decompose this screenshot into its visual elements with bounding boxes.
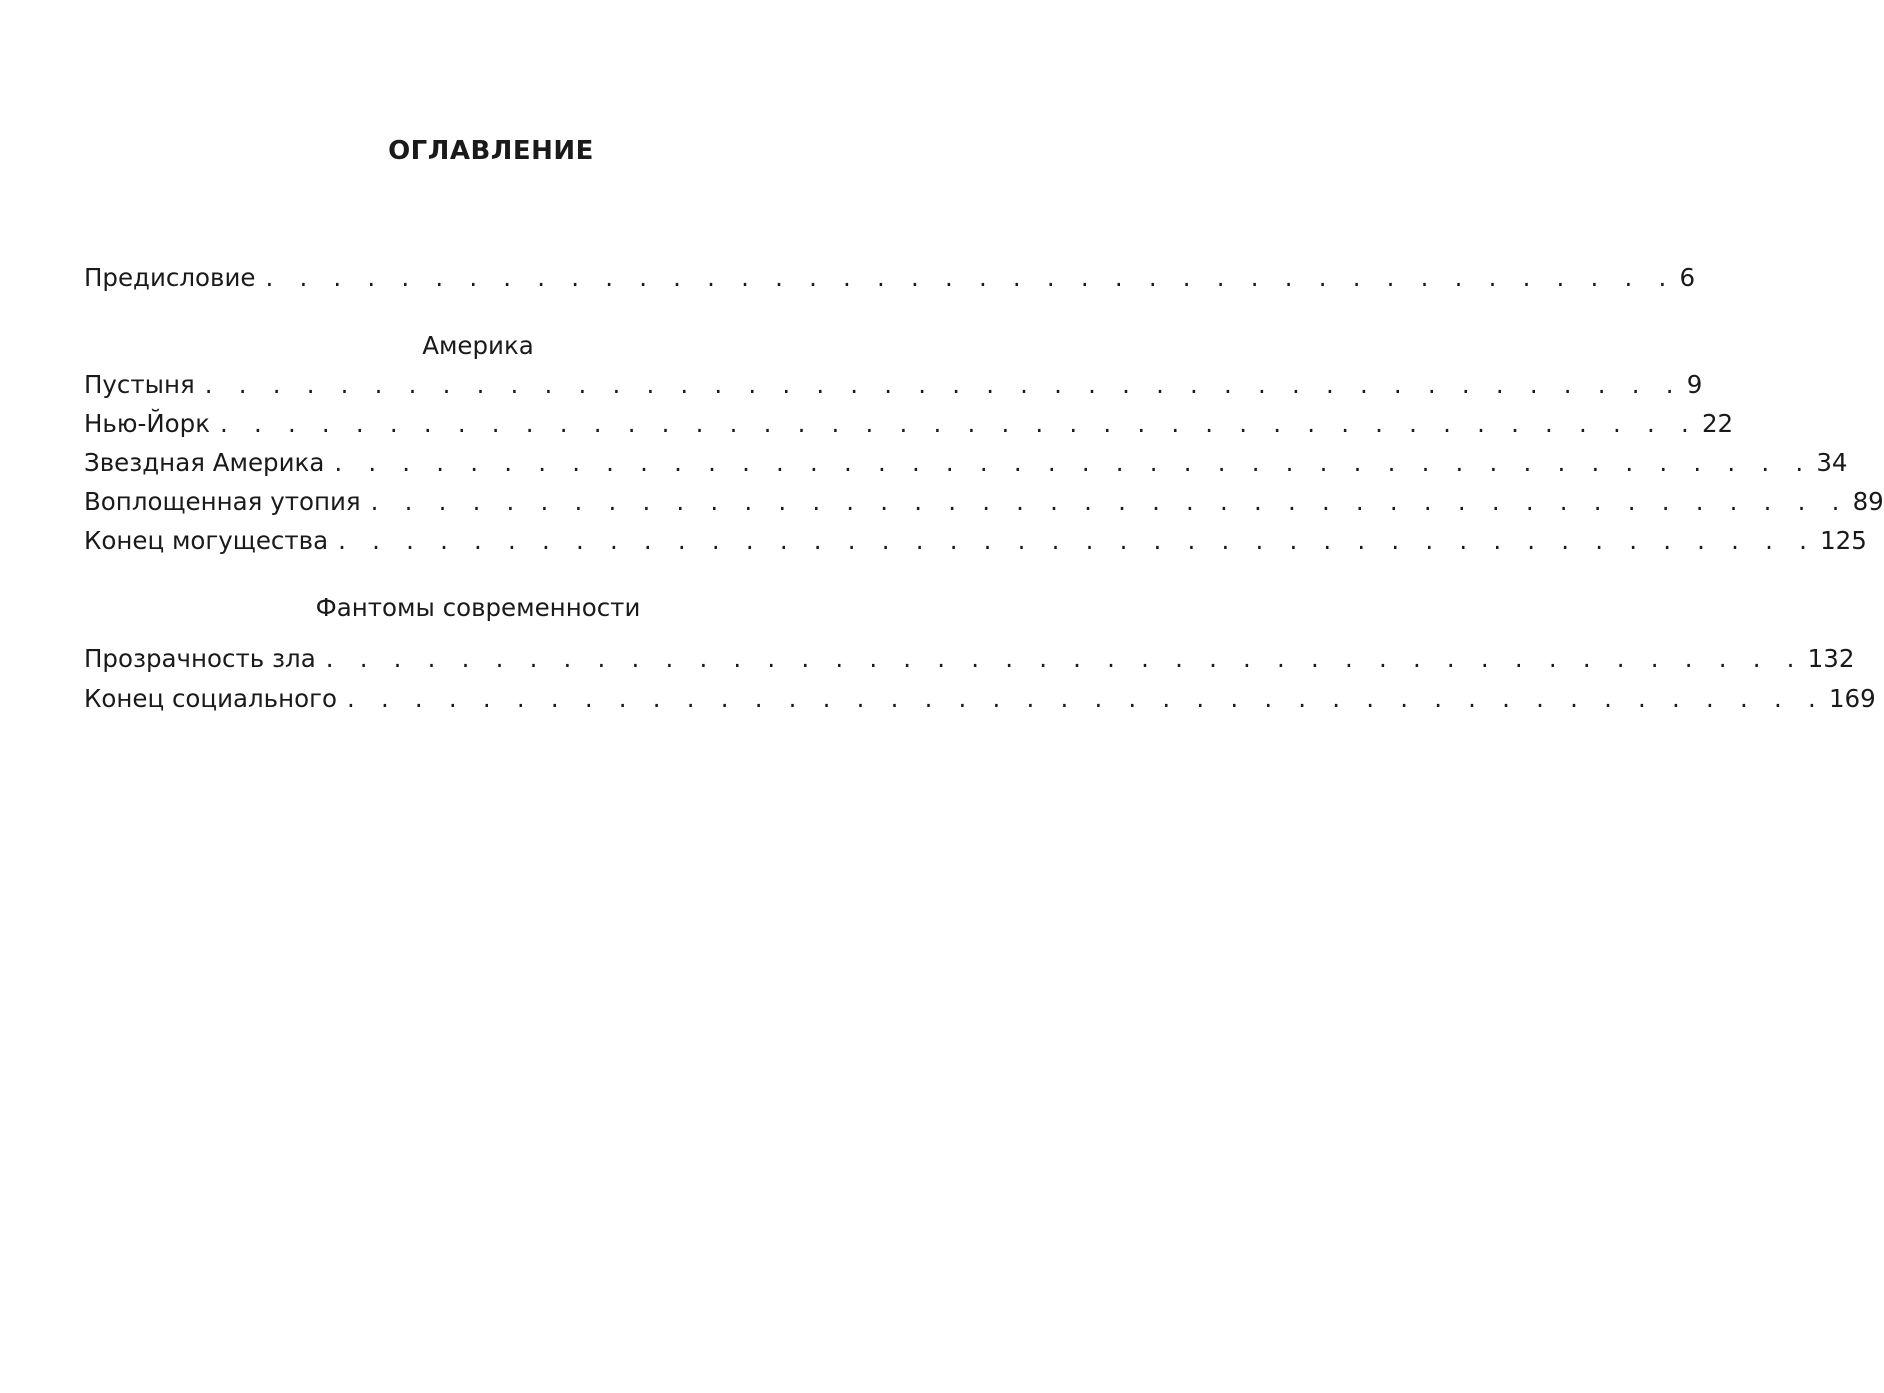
toc-entry-label: Воплощенная утопия <box>84 487 361 516</box>
toc-entry-page: 169 <box>1828 684 1876 713</box>
toc-entry-label: Пустыня <box>84 370 195 399</box>
toc-entry-page: 34 <box>1816 448 1848 477</box>
dot-leader: . . . . . . . . . . . . . . . . . . . . . . . . . . . . . . . . . . . . . . . . . . <box>265 263 1676 292</box>
dot-leader: . . . . . . . . . . . . . . . . . . . . . . . . . . . . . . . . . . . . . . . . . . . . <box>220 409 1698 438</box>
table-of-contents <box>84 258 1884 719</box>
toc-entry-preface[interactable] <box>84 258 1696 297</box>
toc-entry-label: Прозрачность зла <box>84 644 316 673</box>
toc-entry-page: 132 <box>1807 644 1855 673</box>
dot-leader: . . . . . . . . . . . . . . . . . . . . . . . . . . . . . . . . . . . . . . . . . . . . <box>334 448 1813 477</box>
toc-entry[interactable] <box>84 639 1855 678</box>
toc-entry-label: Нью-Йорк <box>84 409 210 438</box>
dot-leader: . . . . . . . . . . . . . . . . . . . . . . . . . . . . . . . . . . . . . . . . . . . . <box>204 370 1683 399</box>
toc-entry-page: 9 <box>1686 370 1703 399</box>
section-heading-america: Америка <box>422 331 534 360</box>
toc-entry[interactable] <box>84 404 1734 443</box>
toc-entry[interactable] <box>84 678 1876 719</box>
toc-entry-label: Конец могущества <box>84 526 329 555</box>
section-heading-phantoms: Фантомы современности <box>315 593 641 622</box>
toc-entry-label: Конец социального <box>84 684 337 713</box>
toc-entry[interactable] <box>84 521 1867 560</box>
toc-entry-page: 89 <box>1852 487 1884 516</box>
toc-entry-label: Звездная Америка <box>84 448 325 477</box>
dot-leader: . . . . . . . . . . . . . . . . . . . . . . . . . . . . . . . . . . . . . . . . . . . . <box>325 644 1804 673</box>
dot-leader: . . . . . . . . . . . . . . . . . . . . . . . . . . . . . . . . . . . . . . . . . . . . <box>346 684 1825 713</box>
toc-entry-page: 125 <box>1820 526 1867 555</box>
toc-entry[interactable] <box>84 365 1703 404</box>
toc-title: ОГЛАВЛЕНИЕ <box>388 136 594 166</box>
toc-entry-label: Предисловие <box>84 263 256 292</box>
dot-leader: . . . . . . . . . . . . . . . . . . . . . . . . . . . . . . . . . . . . . . . . . . . . <box>370 487 1849 516</box>
toc-entry[interactable] <box>84 443 1848 482</box>
toc-entry[interactable] <box>84 482 1884 521</box>
toc-entry-page: 22 <box>1701 409 1734 438</box>
toc-entry-page: 6 <box>1679 263 1696 292</box>
dot-leader: . . . . . . . . . . . . . . . . . . . . . . . . . . . . . . . . . . . . . . . . . . . . <box>338 526 1817 555</box>
